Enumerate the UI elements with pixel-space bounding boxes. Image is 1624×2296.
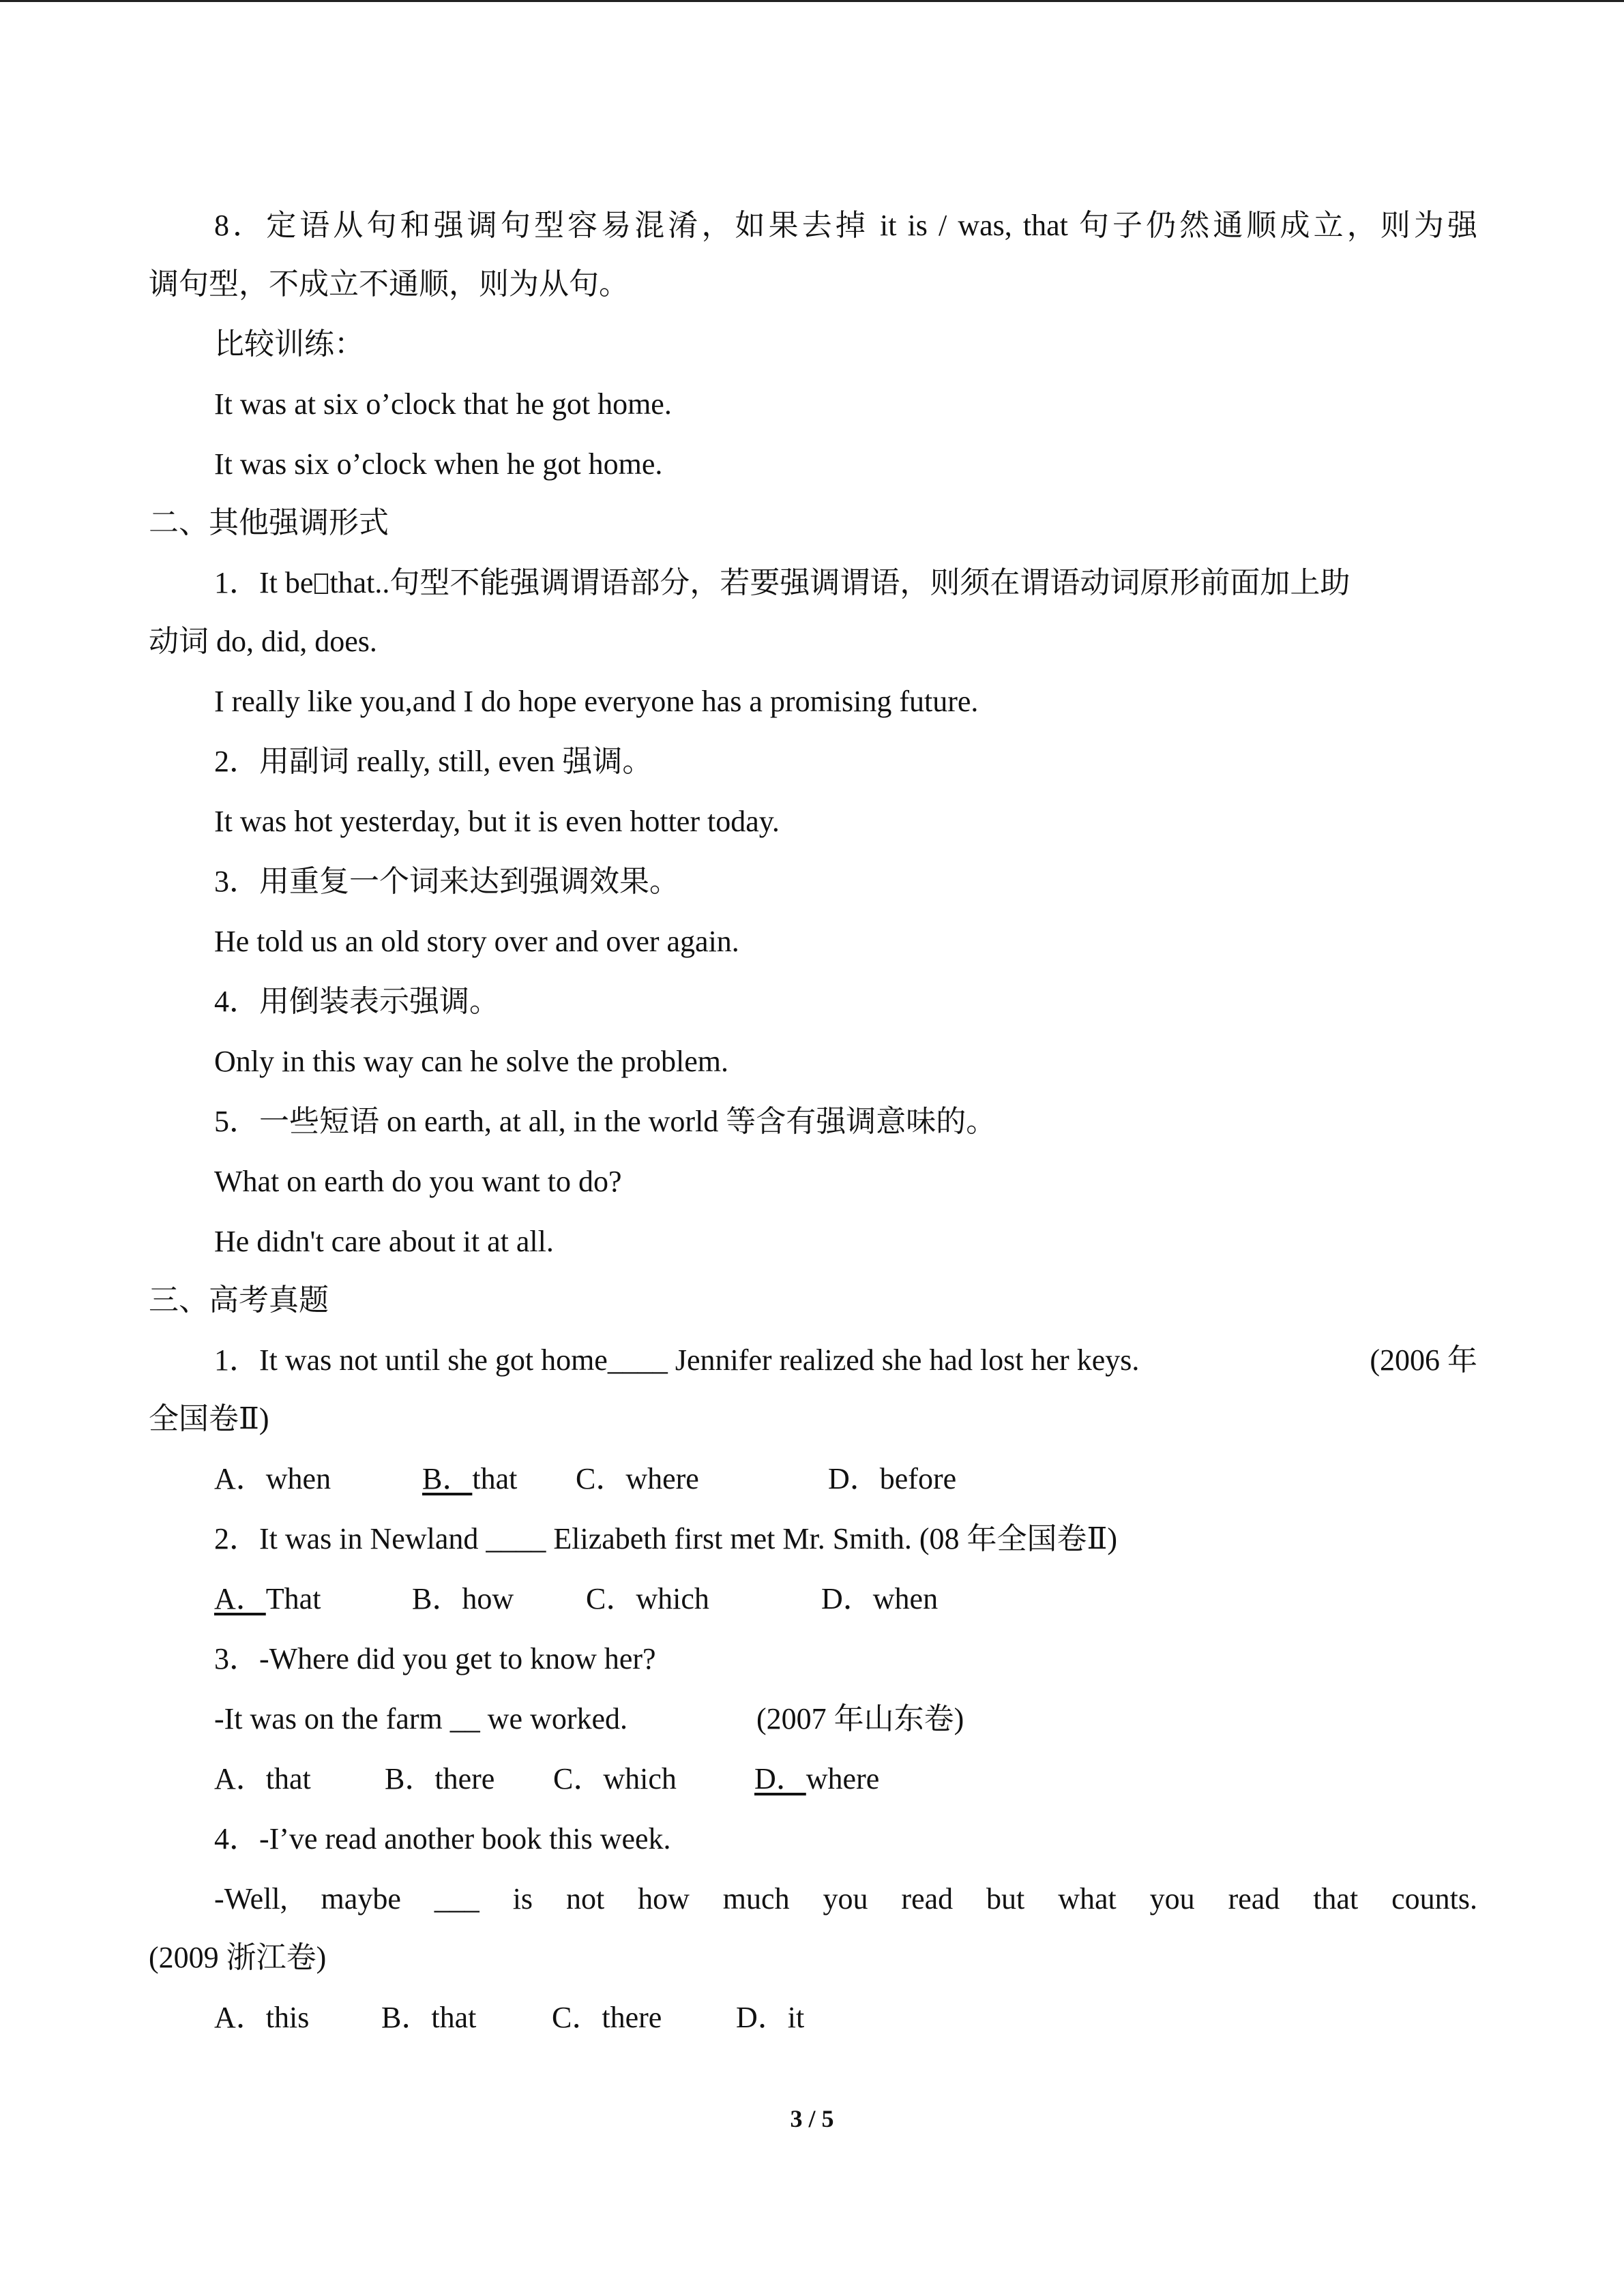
option-c: C．which [553, 1762, 677, 1795]
option-b: B．that [381, 2001, 477, 2034]
document-page [149, 207, 1477, 2037]
example-sentence: He told us an old story over and over again. [214, 925, 739, 958]
question-3-options [149, 1760, 1477, 1798]
rule-4: 4．用倒装表示强调。 [214, 985, 499, 1018]
question-4-source: (2009 浙江卷) [149, 1941, 327, 1974]
comparison-heading: 比较训练： [214, 327, 364, 361]
page-number: 3 / 5 [790, 2105, 834, 2132]
option-a: A．that [214, 1762, 311, 1795]
rule-1-text: that..句型不能强调谓语部分，若要强调谓语，则须在谓语动词原形前面加上助 [329, 566, 1350, 599]
rule-8-line-2: 调句型，不成立不通顺，则为从句。 [149, 267, 629, 301]
option-a-answer: A．That [214, 1582, 321, 1615]
rule-3: 3．用重复一个词来达到强调效果。 [214, 865, 679, 898]
question-3-line-2 [149, 1700, 1477, 1738]
question-2-options [149, 1580, 1477, 1618]
example-sentence: It was six o’clock when he got home. [214, 447, 663, 481]
option-a: A．this [214, 2001, 310, 2034]
rule-1-prefix: 1．It be [214, 566, 314, 599]
question-3-line-1: 3．-Where did you get to know her? [214, 1642, 656, 1675]
question-2: 2．It was in Newland ____ Elizabeth first met Mr. Smith. (08 年全国卷Ⅱ) [214, 1522, 1118, 1555]
option-b: B．there [385, 1762, 495, 1795]
example-sentence: I really like you,and I do hope everyone has a promising future. [214, 685, 979, 718]
question-1-source: (2006 年 [1370, 1343, 1477, 1377]
example-sentence: Only in this way can he solve the problem. [214, 1045, 728, 1078]
top-border [0, 0, 1624, 2]
rule-1-line-2: 动词 do, did, does. [149, 625, 377, 658]
question-1-text: 1．It was not until she got home____ Jennifer realized she had lost her keys. [214, 1343, 1140, 1377]
question-3-text: -It was on the farm __ we worked. [214, 1702, 628, 1735]
answer-letter: B． [422, 1462, 473, 1495]
question-1-options [149, 1460, 1477, 1498]
option-c: C．which [586, 1582, 709, 1615]
example-sentence: It was at six o’clock that he got home. [214, 387, 672, 421]
option-c: C．where [576, 1462, 699, 1495]
rule-1-line-1 [149, 564, 1477, 602]
section-heading-3: 三、高考真题 [149, 1283, 329, 1317]
option-d-answer: D．where [754, 1762, 880, 1795]
option-c: C．there [552, 2001, 662, 2034]
question-4-options [149, 1999, 1477, 2037]
rule-5: 5．一些短语 on earth, at all, in the world 等含有强调意味的。 [214, 1105, 996, 1138]
option-b-answer: B．that [422, 1462, 518, 1495]
option-d: D．it [736, 2001, 805, 2034]
question-4-line-2: -Well, maybe ___ is not how much you read but what you read that counts. [214, 1882, 1477, 1915]
answer-letter: D． [754, 1762, 806, 1795]
question-4-line-1: 4．-I’ve read another book this week. [214, 1822, 671, 1855]
option-d: D．before [828, 1462, 957, 1495]
rule-8-line-1: 8．定语从句和强调句型容易混淆，如果去掉 it is / was, that 句子仍然通顺成立，则为强 [214, 209, 1477, 242]
answer-letter: A． [214, 1582, 266, 1615]
rule-2: 2．用副词 really, still, even 强调。 [214, 745, 653, 778]
question-1 [149, 1341, 1477, 1380]
missing-glyph-box [314, 573, 328, 594]
option-d: D．when [821, 1582, 939, 1615]
example-sentence: What on earth do you want to do? [214, 1165, 622, 1198]
question-1-source-cont: 全国卷Ⅱ) [149, 1402, 269, 1435]
question-3-source: (2007 年山东卷) [756, 1702, 964, 1735]
option-b: B．how [412, 1582, 514, 1615]
example-sentence: It was hot yesterday, but it is even hotter today. [214, 805, 780, 838]
option-a: A．when [214, 1462, 331, 1495]
example-sentence: He didn't care about it at all. [214, 1225, 554, 1258]
section-heading-2: 二、其他强调形式 [149, 506, 389, 539]
